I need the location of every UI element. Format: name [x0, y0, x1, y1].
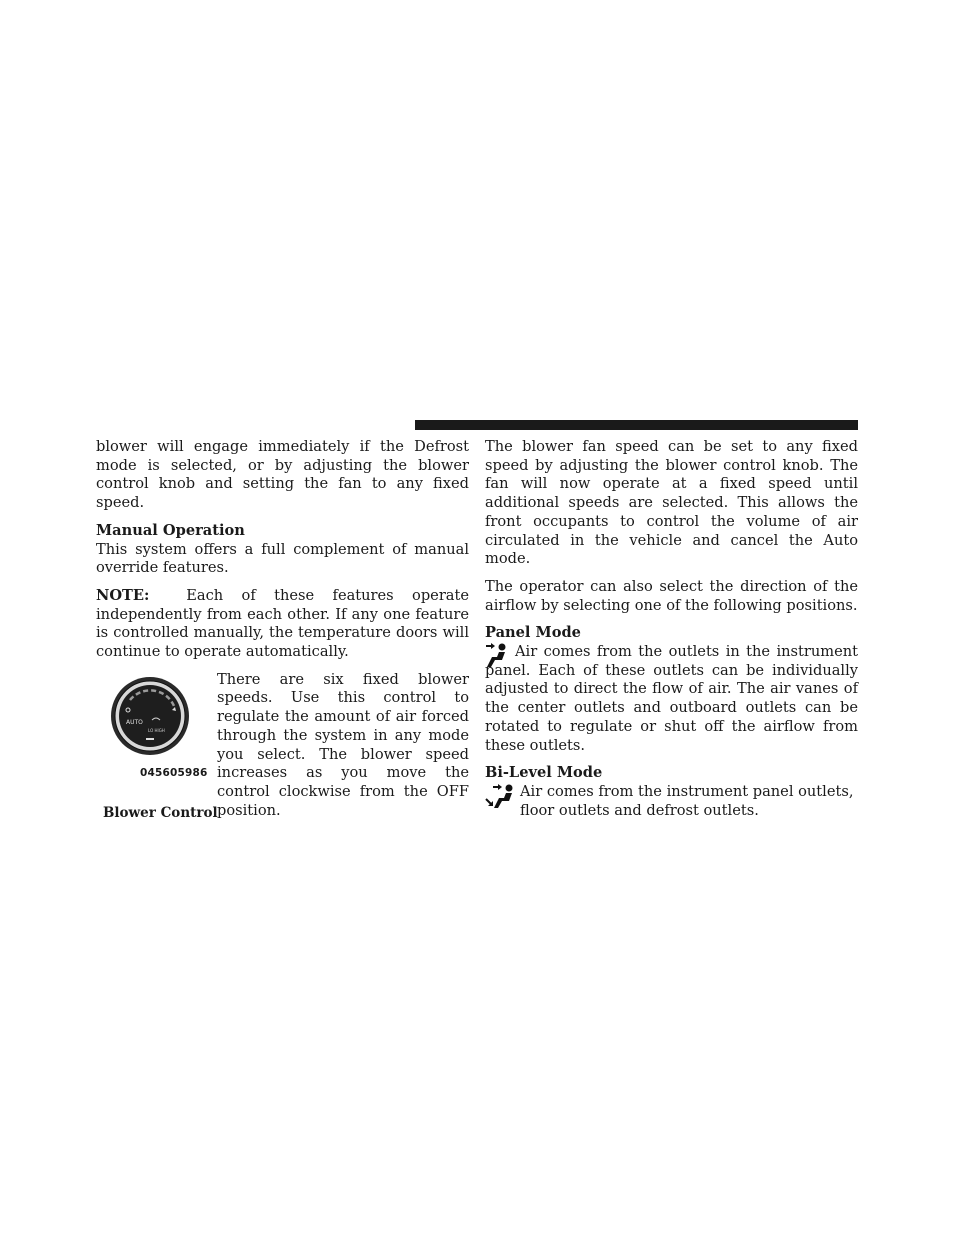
- left-paragraph-1: blower will engage immediately if the Defrost mode is selected, or by adjusting the blower control knob and setting the fan to any fixed speed.: [96, 438, 469, 512]
- manual-operation-text: This system offers a full complement of manual override features.: [96, 540, 469, 577]
- bi-level-mode-block: [485, 783, 858, 820]
- note-paragraph: [96, 587, 469, 662]
- blower-control-figure-row: [96, 670, 469, 821]
- blower-knob-icon: [110, 676, 190, 756]
- panel-mode-heading: Panel Mode: [485, 624, 581, 642]
- panel-mode-text: Air comes from the outlets in the instrument panel. Each of these outlets can be individually adjusted to direct the flow of air. The air vanes of the center outlets and outboard outlets can be rotated to regulate or shut off the airflow from these outlets.: [485, 643, 858, 754]
- figure-code: 045605986: [140, 766, 208, 779]
- panel-mode-icon: [485, 643, 509, 669]
- note-label: NOTE:: [96, 586, 150, 604]
- bi-level-mode-icon: [485, 783, 515, 811]
- knob-label-auto: AUTO: [126, 718, 143, 726]
- bi-level-mode-heading: Bi-Level Mode: [485, 764, 603, 782]
- figure-caption: Blower Control: [103, 804, 218, 821]
- manual-operation-heading: Manual Operation: [96, 521, 245, 539]
- left-column: [96, 438, 469, 821]
- right-column: [485, 438, 858, 820]
- section-header-bar: [415, 420, 858, 430]
- bi-level-mode-text: Air comes from the instrument panel outlets, floor outlets and defrost outlets.: [520, 782, 854, 819]
- right-paragraph-2: The operator can also select the direction of the airflow by selecting one of the following positions.: [485, 577, 858, 614]
- panel-mode-block: [485, 643, 858, 755]
- blower-speeds-text: There are six fixed blower speeds. Use this control to regulate the amount of air forced through the system in any mode you select. The blower speed increases as you move the control clockwise from the OFF position.: [217, 670, 469, 819]
- note-text: Each of these features operate independently from each other. If any one feature is controlled manually, the temperature doors will continue to operate automatically.: [96, 586, 469, 661]
- knob-label-lohigh: LO HIGH: [148, 727, 165, 733]
- right-paragraph-1: The blower fan speed can be set to any fixed speed by adjusting the blower control knob. The fan will now operate at a fixed speed until additional speeds are selected. This allows the front occupants to control the volume of air circulated in the vehicle and cancel the Auto mode.: [485, 438, 858, 568]
